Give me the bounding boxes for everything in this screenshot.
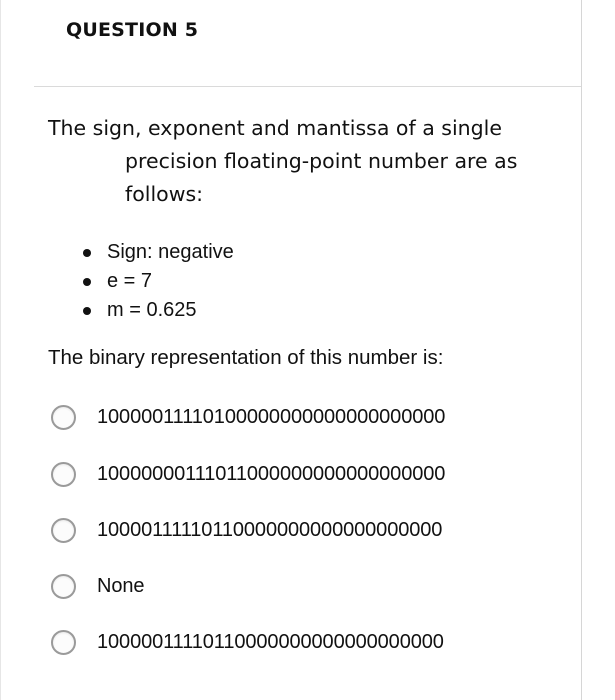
given-values-list: [81, 238, 234, 325]
option-label: 10000111110110000000000000000000: [97, 518, 443, 541]
question-title: QUESTION 5: [66, 19, 199, 41]
answer-option-2[interactable]: [51, 457, 551, 491]
option-label: 10000000111011000000000000000000: [97, 462, 446, 485]
question-stem: [48, 112, 568, 211]
answer-option-1[interactable]: [51, 400, 551, 434]
radio-button[interactable]: [51, 630, 76, 655]
bullet-exponent: e = 7: [81, 267, 234, 296]
option-label: None: [97, 574, 145, 597]
answer-option-5[interactable]: [51, 625, 551, 659]
radio-button[interactable]: [51, 518, 76, 543]
stem-line: follows:: [125, 182, 204, 206]
radio-button[interactable]: [51, 405, 76, 430]
bullet-sign: Sign: negative: [81, 238, 234, 267]
option-label: 10000011110100000000000000000000: [97, 405, 446, 428]
stem-line: precision floating-point number are as: [125, 149, 518, 173]
option-label: 10000011110110000000000000000000: [97, 630, 444, 653]
divider: [34, 86, 581, 87]
answer-option-3[interactable]: [51, 513, 551, 547]
bullet-mantissa: m = 0.625: [81, 296, 234, 325]
radio-button[interactable]: [51, 574, 76, 599]
radio-button[interactable]: [51, 462, 76, 487]
answer-option-4[interactable]: [51, 569, 551, 603]
question-prompt: The binary representation of this number is:: [48, 346, 444, 369]
stem-line: The sign, exponent and mantissa of a single: [48, 116, 502, 140]
